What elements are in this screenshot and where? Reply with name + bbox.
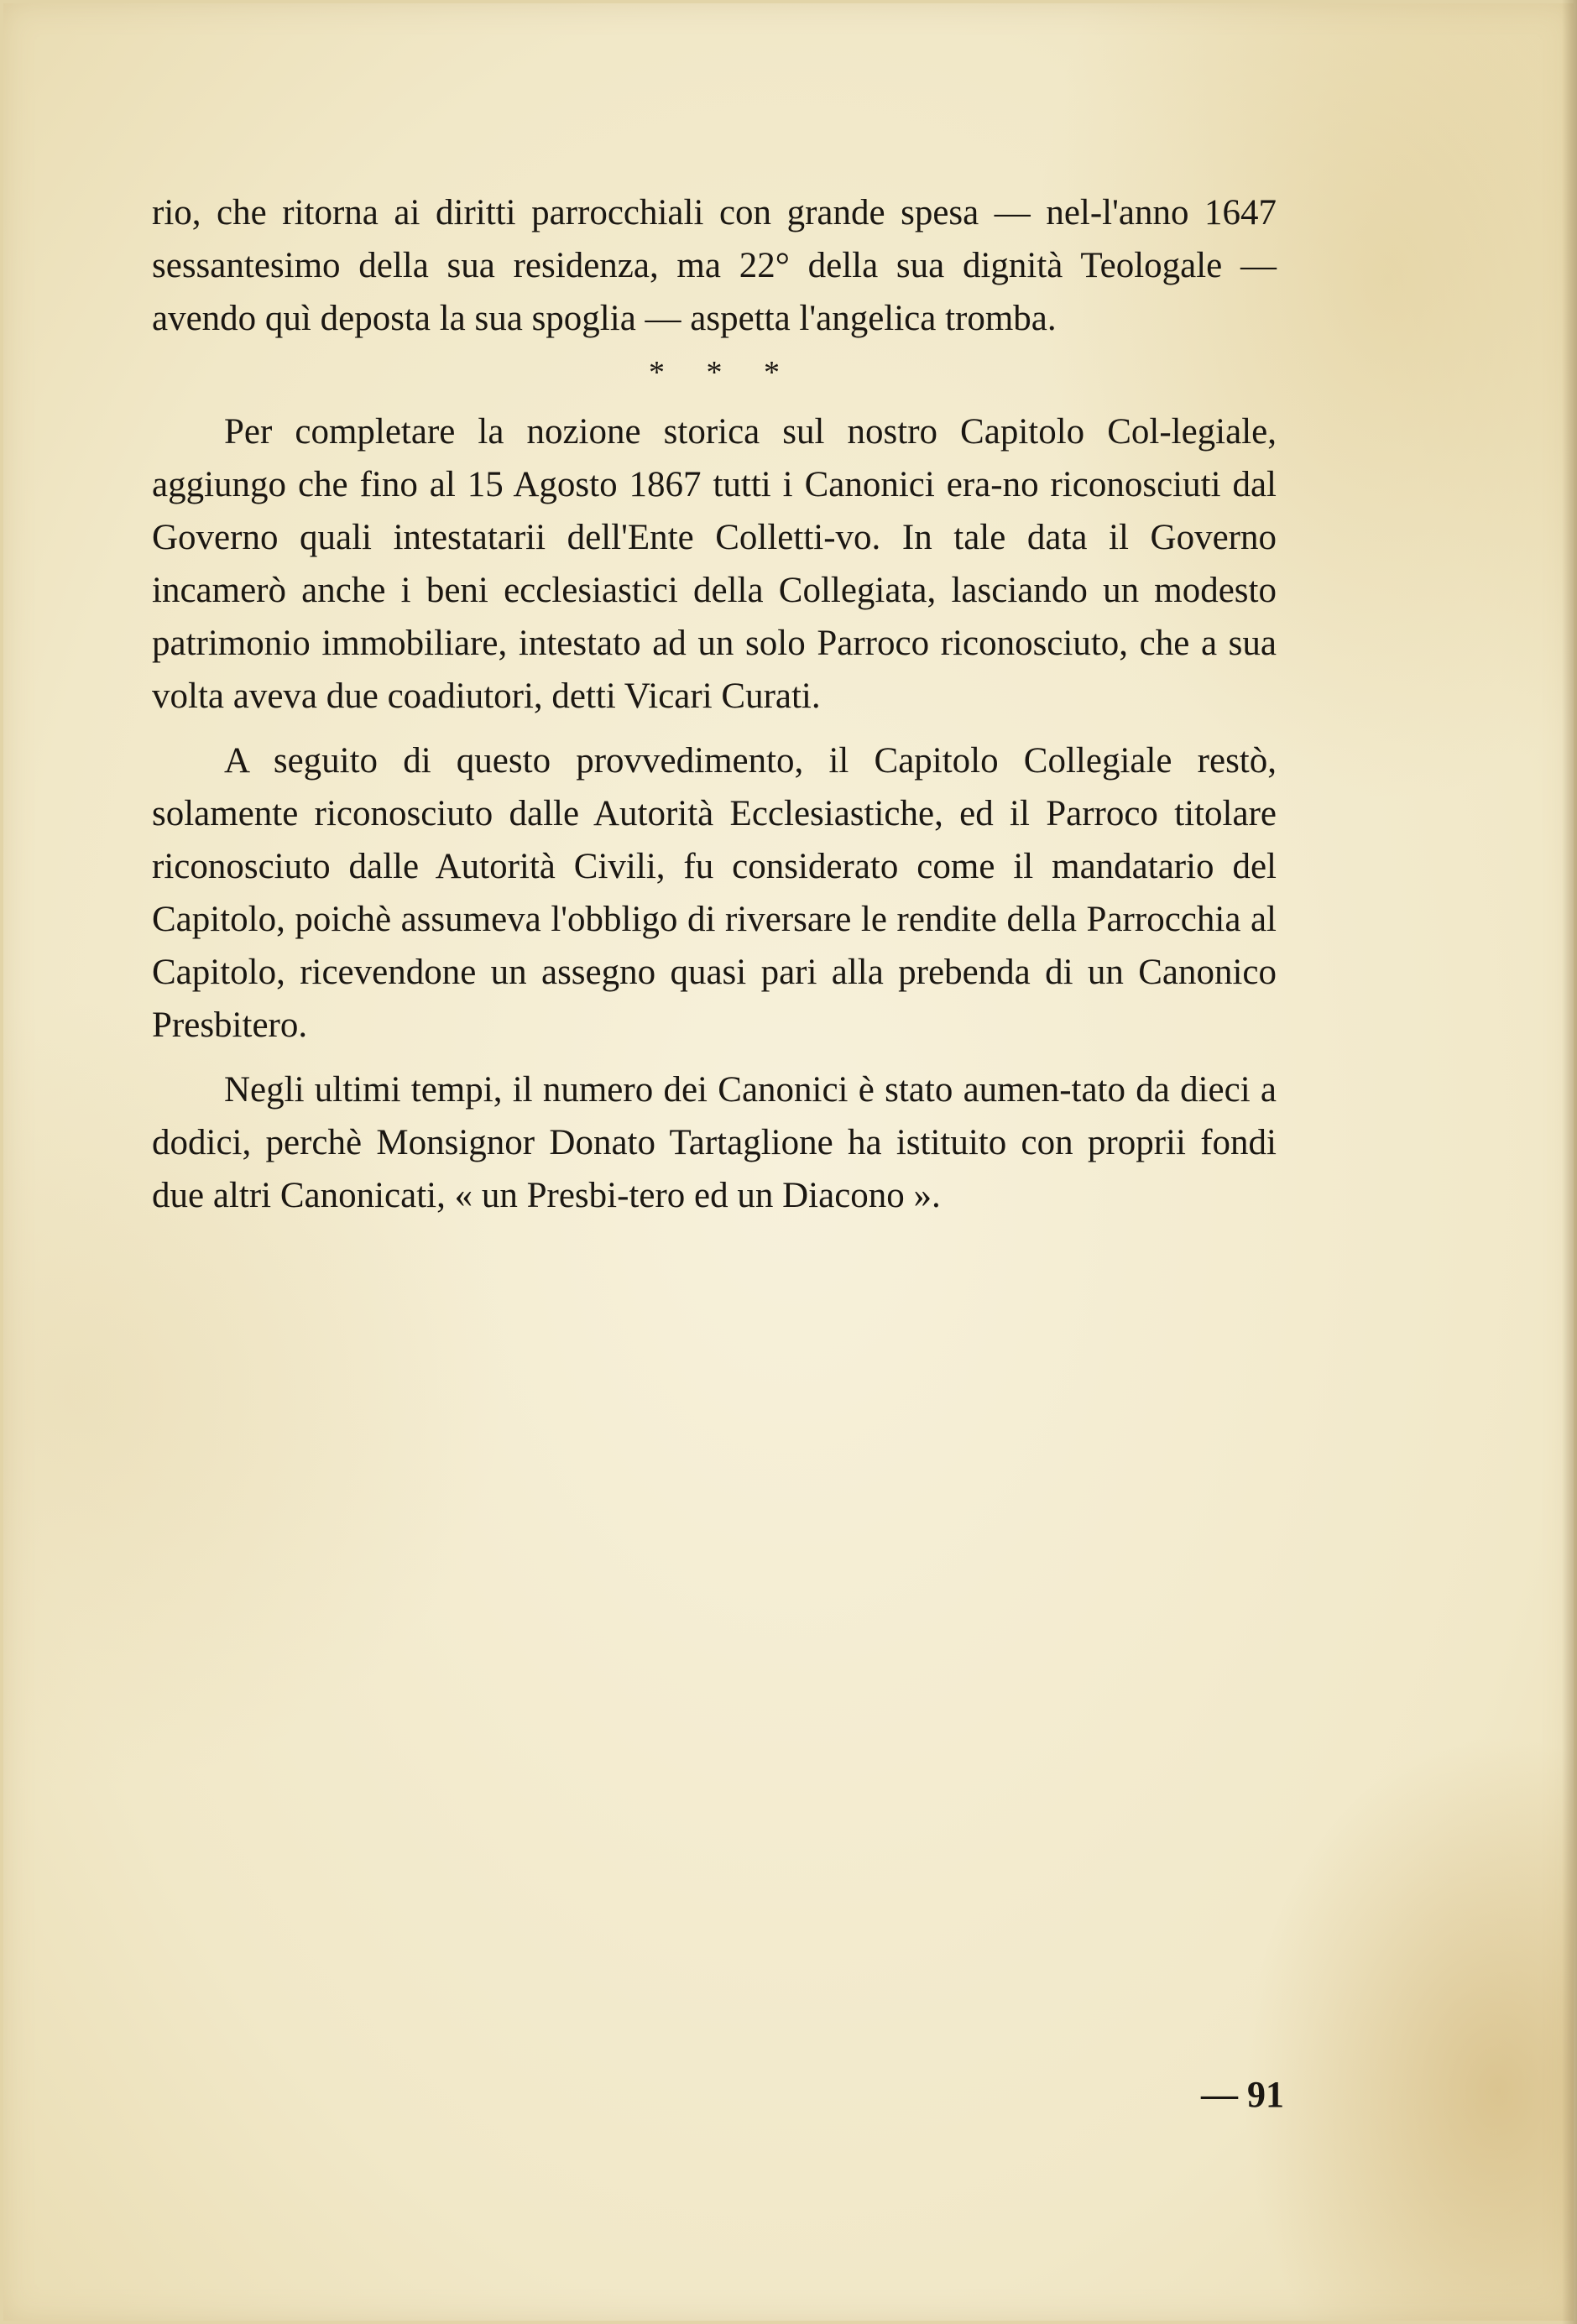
paragraph-provvedimento: A seguito di questo provvedimento, il Capitolo Collegiale restò, solamente riconosciuto dalle Autorità Ecclesiastiche, ed il Parroco titolare riconosciuto dalle Autorità Civili, fu considerato come il mandatario del Capitolo, poichè assumeva l'obbligo di riversare le rendite della Parrocchia al Capitolo, ricevendone un assegno quasi pari alla prebenda di un Canonico Presbitero.: [152, 741, 1277, 1045]
paragraph-gap: [152, 1052, 1277, 1063]
section-break: * * *: [649, 355, 796, 390]
body-text: [152, 186, 1277, 1222]
page-number: — 91: [1201, 2074, 1284, 2115]
paragraph-canonici: Negli ultimi tempi, il numero dei Canonici è stato aumen-tato da dieci a dodici, perchè Monsignor Donato Tartaglione ha istituito con proprii fondi due altri Canonicati, « un Presbi-tero ed un Diacono ».: [152, 1070, 1277, 1215]
page-edge-shadow: [1562, 0, 1577, 2324]
paragraph-gap: [152, 723, 1277, 734]
paragraph-capitolo: Per completare la nozione storica sul nostro Capitolo Col-legiale, aggiungo che fino al 15 Agosto 1867 tutti i Canonici era-no riconosciuti dal Governo quali intestatarii dell'Ente Colletti-vo. In tale data il Governo incamerò anche i beni ecclesiastici della Collegiata, lasciando un modesto patrimonio immobiliare, intestato ad un solo Parroco riconosciuto, che a sua volta aveva due coadiutori, detti Vicari Curati.: [152, 412, 1277, 716]
paragraph-continuation: rio, che ritorna ai diritti parrocchiali con grande spesa — nel-l'anno 1647 sessantesimo della sua residenza, ma 22° della sua dignità Teologale — avendo quì deposta la sua spoglia — aspetta l'angelica tromba.: [152, 193, 1277, 338]
